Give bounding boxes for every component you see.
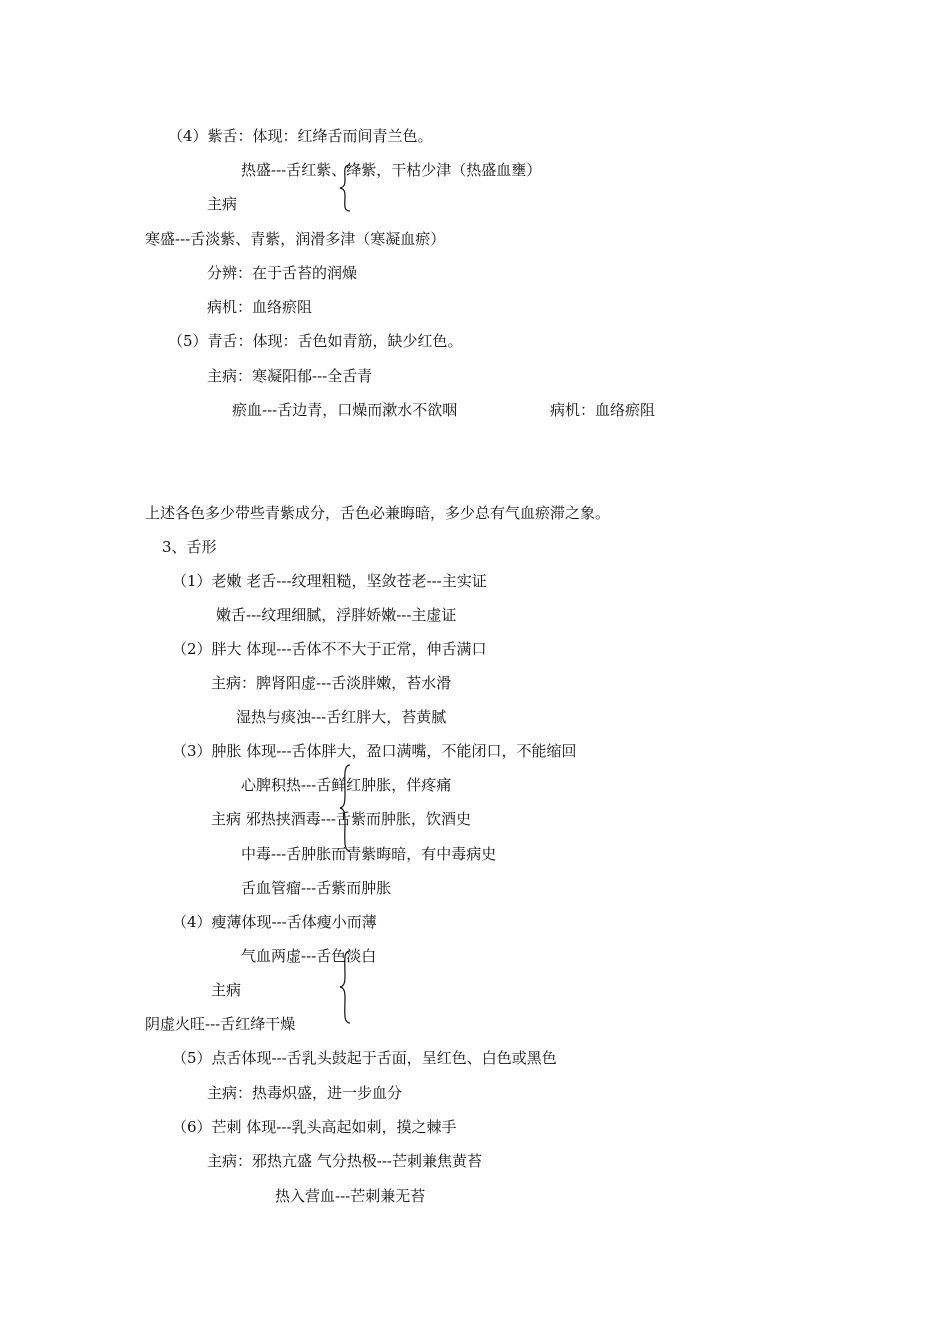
text-line: 主病: [211, 981, 242, 999]
text-line: （6）芒刺 体现---乳头高起如刺，摸之棘手: [172, 1118, 457, 1136]
text-line: 寒盛---舌淡紫、青紫，润滑多津（寒凝血瘀）: [145, 230, 446, 248]
purple-tongue-heading: （4）紫舌：体现：红绛舌而间青兰色。: [168, 127, 433, 145]
text-line: （4）瘦薄体现---舌体瘦小而薄: [172, 913, 377, 931]
text-line: 主病 邪热挟酒毒---舌紫而肿胀，饮酒史: [211, 810, 471, 828]
text-line: （3）肿胀 体现---舌体胖大，盈口满嘴，不能闭口，不能缩回: [172, 742, 577, 760]
text-line: 瘀血---舌边青，口燥而漱水不欲咽: [232, 401, 458, 419]
summary-paragraph: 上述各色多少带些青紫成分，舌色必兼晦暗，多少总有气血瘀滞之象。: [145, 504, 611, 522]
text-line: 病机：血络瘀阻: [550, 401, 656, 419]
curly-brace: [338, 764, 354, 852]
text-line: （5）点舌体现---舌乳头鼓起于舌面，呈红色、白色或黑色: [172, 1049, 557, 1067]
text-line: 主病：脾肾阳虚---舌淡胖嫩，苔水滑: [211, 674, 452, 692]
text-line: 主病: [207, 195, 238, 213]
text-line: 气血两虚---舌色淡白: [241, 947, 377, 965]
text-line: 主病：邪热亢盛 气分热极---芒刺兼焦黄苔: [207, 1152, 482, 1170]
text-line: 主病：热毒炽盛，进一步血分: [207, 1084, 403, 1102]
text-line: 主病：寒凝阳郁---全舌青: [207, 367, 373, 385]
text-line: 热入营血---芒刺兼无苔: [275, 1187, 426, 1205]
text-line: （2）胖大 体现---舌体不不大于正常，伸舌满口: [172, 640, 487, 658]
text-line: 湿热与痰浊---舌红胖大，苔黄腻: [236, 708, 447, 726]
text-line: 中毒---舌肿胀而青紫晦暗，有中毒病史: [241, 845, 497, 863]
text-line: 心脾积热---舌鲜红肿胀，伴疼痛: [241, 776, 452, 794]
blue-tongue-heading: （5）青舌：体现：舌色如青筋，缺少红色。: [168, 332, 463, 350]
text-line: 热盛---舌红紫、绛紫，干枯少津（热盛血壅）: [241, 161, 542, 179]
section-heading: 3、舌形: [162, 538, 217, 556]
text-line: 阴虚火旺---舌红绛干燥: [145, 1015, 296, 1033]
curly-brace: [338, 950, 354, 1024]
text-line: （1）老嫩 老舌---纹理粗糙，坚敛苍老---主实证: [172, 572, 487, 590]
text-line: 病机：血络瘀阻: [207, 298, 313, 316]
curly-brace: [338, 164, 354, 212]
text-line: 分辨：在于舌苔的润燥: [207, 264, 358, 282]
text-line: 舌血管瘤---舌紫而肿胀: [241, 879, 392, 897]
text-line: 嫩舌---纹理细腻，浮胖娇嫩---主虚证: [216, 606, 457, 624]
